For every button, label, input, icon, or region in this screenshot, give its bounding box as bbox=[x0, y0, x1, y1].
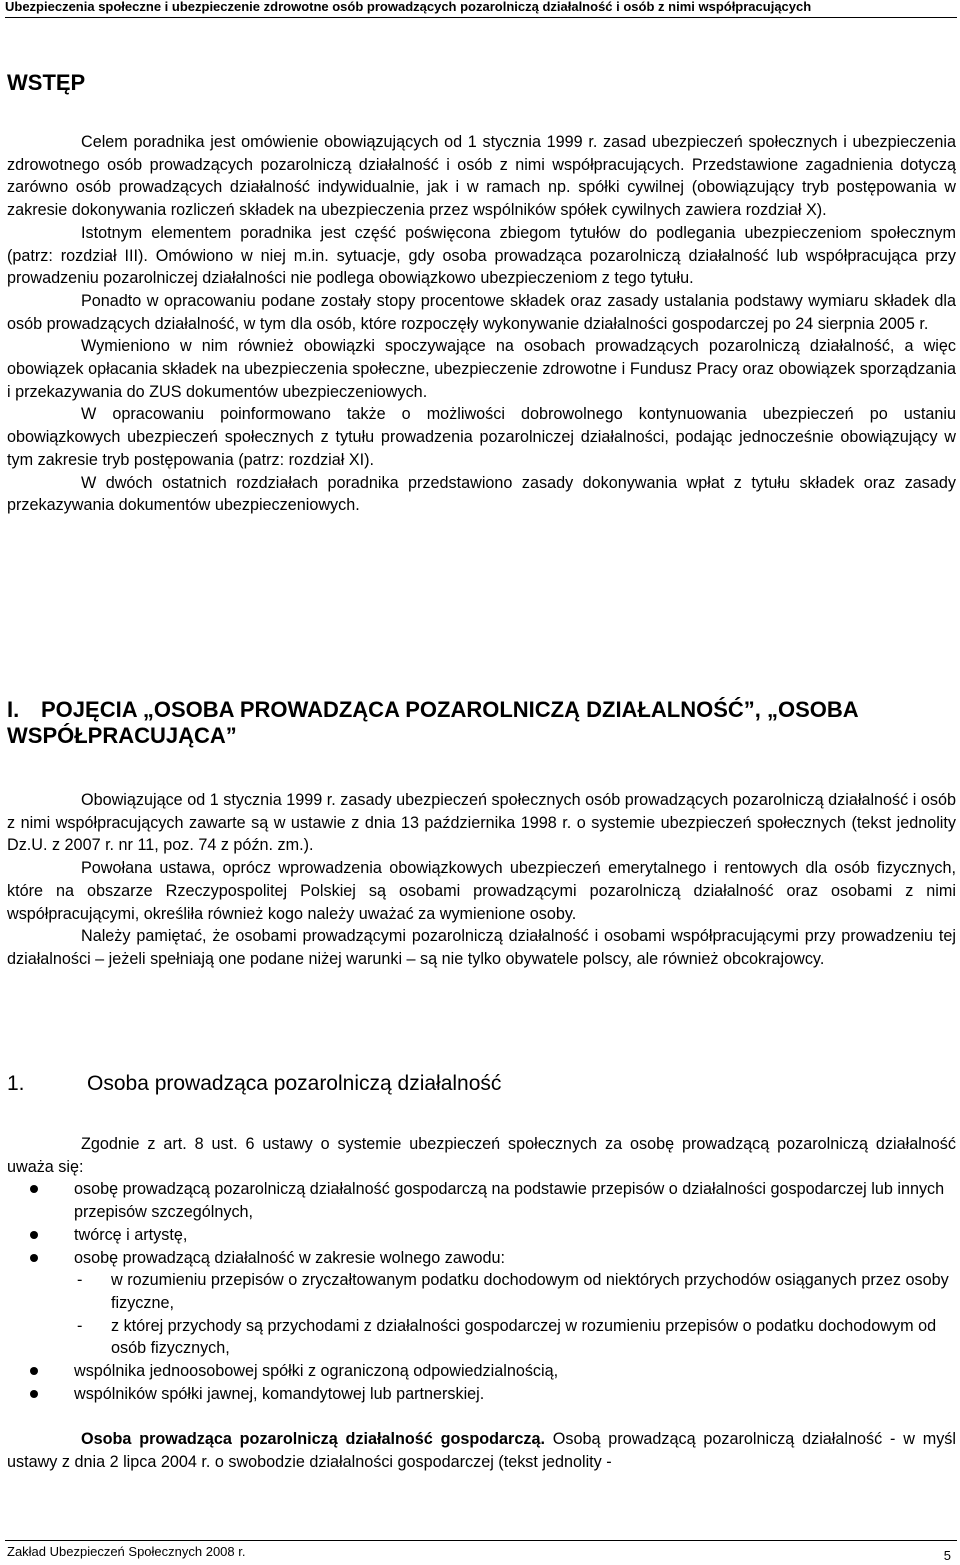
sub-list-item: - w rozumieniu przepisów o zryczałtowanym podatku dochodowym od niektórych przychodów osiąganych przez osoby fizyczne, bbox=[77, 1271, 949, 1312]
sub-list-item: - z której przychody są przychodami z działalności gospodarczej w rozumieniu przepisów o podatku dochodowym od osób fizycznych, bbox=[77, 1316, 937, 1358]
definition-list bbox=[7, 1178, 956, 1405]
chapter-title: POJĘCIA „OSOBA PROWADZĄCA POZAROLNICZĄ DZIAŁALNOŚĆ”, „OSOBA WSPÓŁPRACUJĄCA” bbox=[7, 697, 858, 748]
bullet-icon bbox=[30, 1367, 38, 1375]
chapter-paragraph: Należy pamiętać, że osobami prowadzącymi pozarolniczą działalność i osobami współpracującymi przy prowadzeniu tej działalności – jeżeli spełniają one podane niżej warunki – są nie tylko obywatele polscy, ale również obcokrajowcy. bbox=[7, 927, 956, 968]
dash-marker: - bbox=[77, 1316, 83, 1335]
list-item: twórcę i artystę, bbox=[7, 1224, 956, 1247]
intro-paragraph: W dwóch ostatnich rozdziałach poradnika przedstawiono zasady dokonywania wpłat z tytułu składek oraz zasady przekazywania dokumentów ubezpieczeniowych. bbox=[7, 473, 956, 515]
section-body bbox=[7, 1133, 956, 1474]
list-item: wspólnika jednoosobowej spółki z ograniczoną odpowiedzialnością, bbox=[7, 1360, 956, 1383]
intro-paragraph: W opracowaniu poinformowano także o możliwości dobrowolnego kontynuowania ubezpieczeń po ustaniu obowiązkowych ubezpieczeń społecznych z tytułu prowadzenia pozarolniczej działalności, podając jednocześnie obowiązujący w tym zakresie tryb postępowania (patrz: rozdział XI). bbox=[7, 405, 956, 469]
intro-paragraph: Istotnym elementem poradnika jest część poświęcona zbiegom tytułów do podlegania ubezpieczeniom społecznym (patrz: rozdział III). Omówiono w niej m.in. sytuacje, gdy osoba prowadząca pozarolniczą działalność lub współpracująca przy prowadzeniu pozarolniczej działalności nie podlega obowiązkowo ubezpieczeniom z tego tytułu. bbox=[7, 223, 956, 288]
footer-divider bbox=[5, 1540, 957, 1541]
page-number: 5 bbox=[943, 1548, 951, 1563]
dash-marker: - bbox=[77, 1271, 83, 1290]
closing-bold-term: Osoba prowadząca pozarolniczą działalność gospodarczą. bbox=[81, 1430, 545, 1449]
list-item: wspólników spółki jawnej, komandytowej lub partnerskiej. bbox=[7, 1383, 956, 1406]
closing-text: Osobą prowadzącą pozarolniczą działalność - w myśl ustawy z dnia 2 lipca 2004 r. o swobodzie działalności gospodarczej (tekst jednolity - bbox=[7, 1430, 956, 1472]
list-item: osobę prowadzącą pozarolniczą działalność gospodarczą na podstawie przepisów o działalności gospodarczej lub innych przepisów szczególnych, bbox=[7, 1178, 956, 1223]
section-title: Osoba prowadząca pozarolniczą działalność bbox=[87, 1072, 502, 1095]
section-number: 1. bbox=[7, 1072, 25, 1095]
chapter-paragraph: Powołana ustawa, oprócz wprowadzenia obowiązkowych ubezpieczeń emerytalnego i rentowych dla osób fizycznych, które na obszarze Rzeczypospolitej Polskiej są osobami prowadzącymi pozarolniczą działalność oraz osobami z nimi współpracującymi, określiła również kogo należy uważać za wymienione osoby. bbox=[7, 859, 956, 923]
list-item: osobę prowadzącą działalność w zakresie wolnego zawodu: - w rozumieniu przepisów o zryczałtowanym podatku dochodowym od niektórych przychodów osiąganych przez osoby fizyczne, - z której przychody są przychodami z działalności gospodarczej w rozumieniu przepisów o podatku dochodowym od osób fizycznych, bbox=[7, 1247, 956, 1361]
closing-paragraph bbox=[7, 1428, 956, 1473]
sub-list bbox=[74, 1269, 956, 1360]
bullet-icon bbox=[30, 1254, 38, 1262]
bullet-icon bbox=[30, 1185, 38, 1193]
chapter-heading bbox=[7, 697, 952, 749]
header-divider bbox=[5, 17, 957, 18]
intro-paragraph: Wymieniono w nim również obowiązki spoczywające na osobach prowadzących pozarolniczą działalność, a więc obowiązek opłacania składek na ubezpieczenia społeczne, ubezpieczenie zdrowotne i Fundusz Pracy oraz obowiązek sporządzania i przekazywania do ZUS dokumentów ubezpieczeniowych. bbox=[7, 337, 956, 401]
intro-body bbox=[7, 131, 956, 517]
intro-heading: WSTĘP bbox=[7, 70, 86, 95]
chapter-number: I. bbox=[7, 697, 20, 722]
chapter-body bbox=[7, 789, 956, 971]
intro-paragraph: Celem poradnika jest omówienie obowiązujących od 1 stycznia 1999 r. zasad ubezpieczeń społecznych i ubezpieczenia zdrowotnego osób prowadzących pozarolniczą działalność i osób z nimi współpracujących. Przedstawione zagadnienia dotyczą zarówno osób prowadzących działalność indywidualnie, jak i w ramach np. spółki cywilnej (obowiązujący tryb postępowania w zakresie dokonywania rozliczeń składek na ubezpieczenia przez wspólników spółek cywilnych zawiera rozdział X). bbox=[7, 133, 956, 220]
footer-publisher: Zakład Ubezpieczeń Społecznych 2008 r. bbox=[7, 1544, 246, 1559]
section-lead: Zgodnie z art. 8 ust. 6 ustawy o systemie ubezpieczeń społecznych za osobę prowadzącą pozarolniczą działalność uważa się: bbox=[7, 1135, 956, 1176]
bullet-icon bbox=[30, 1231, 38, 1239]
section-heading bbox=[7, 1071, 952, 1097]
bullet-icon bbox=[30, 1390, 38, 1398]
intro-paragraph: Ponadto w opracowaniu podane zostały stopy procentowe składek oraz zasady ustalania podstawy wymiaru składek dla osób prowadzących działalność, w tym dla osób, które rozpoczęły wykonywanie działalności gospodarczej po 24 sierpnia 2005 r. bbox=[7, 291, 956, 333]
running-header: Ubezpieczenia społeczne i ubezpieczenie zdrowotne osób prowadzących pozarolniczą działalność i osób z nimi współpracujących bbox=[5, 0, 812, 14]
chapter-paragraph: Obowiązujące od 1 stycznia 1999 r. zasady ubezpieczeń społecznych osób prowadzących pozarolniczą działalność i osób z nimi współpracujących zawarte są w ustawie z dnia 13 października 1998 r. o systemie ubezpieczeń społecznych (tekst jednolity Dz.U. z 2007 r. nr 11, poz. 74 z późn. zm.). bbox=[7, 791, 956, 855]
